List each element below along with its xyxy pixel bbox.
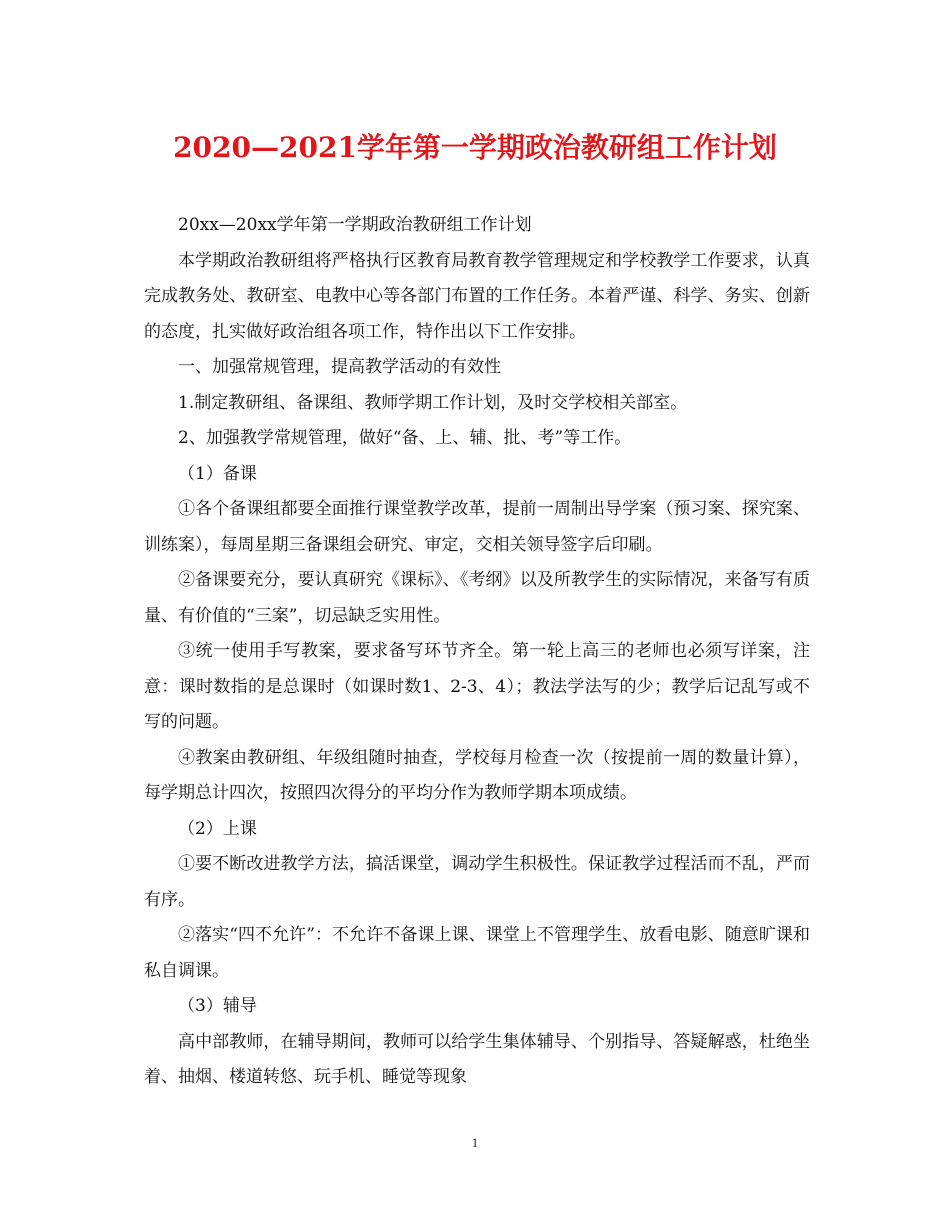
paragraph: ②落实“四不允许”：不允许不备课上课、课堂上不管理学生、放看电影、随意旷课和私自调课。 [144, 925, 810, 981]
paragraph: 本学期政治教研组将严格执行区教育局教育教学管理规定和学校教学工作要求，认真完成教务处、教研室、电教中心等各部门布置的工作任务。本着严谨、科学、务实、创新的态度，扎实做好政治组各项工作，特作出以下工作安排。 [144, 250, 810, 342]
paragraph: 1.制定教研组、备课组、教师学期工作计划，及时交学校相关部室。 [178, 392, 688, 413]
page-number: 1 [471, 1135, 479, 1150]
section-heading: 一、加强常规管理，提高教学活动的有效性 [178, 357, 501, 377]
subsection-heading: （3）辅导 [178, 996, 257, 1016]
paragraph: ②备课要充分，要认真研究《课标》、《考纲》以及所教学生的实际情况，来备写有质量、有价值的“三案”，切忌缺乏实用性。 [144, 570, 810, 626]
document-body [144, 208, 810, 1096]
paragraph: 高中部教师，在辅导期间，教师可以给学生集体辅导、个别指导、答疑解惑，杜绝坐着、抽烟、楼道转悠、玩手机、睡觉等现象 [144, 1031, 810, 1087]
paragraph: ①要不断改进教学方法，搞活课堂，调动学生积极性。保证教学过程活而不乱，严而有序。 [144, 854, 810, 910]
subsection-heading: （1）备课 [178, 463, 257, 484]
paragraph: ①各个备课组都要全面推行课堂教学改革，提前一周制出导学案（预习案、探究案、训练案），每周星期三备课组会研究、审定，交相关领导签字后印刷。 [144, 499, 810, 555]
subsection-heading: （2）上课 [178, 818, 257, 839]
paragraph: ④教案由教研组、年级组随时抽查，学校每月检查一次（按提前一周的数量计算），每学期总计四次，按照四次得分的平均分作为教师学期本项成绩。 [144, 747, 810, 803]
paragraph: ③统一使用手写教案，要求备写环节齐全。第一轮上高三的老师也必须写详案，注意：课时数指的是总课时（如课时数1、2-3、4）；教法学法写的少；教学后记乱写或不写的问题。 [144, 641, 810, 732]
paragraph: 20xx—20xx学年第一学期政治教研组工作计划 [178, 215, 532, 235]
document-title: 2020—2021学年第一学期政治教研组工作计划 [173, 131, 777, 164]
paragraph: 2、加强教学常规管理，做好“备、上、辅、批、考”等工作。 [178, 428, 632, 448]
